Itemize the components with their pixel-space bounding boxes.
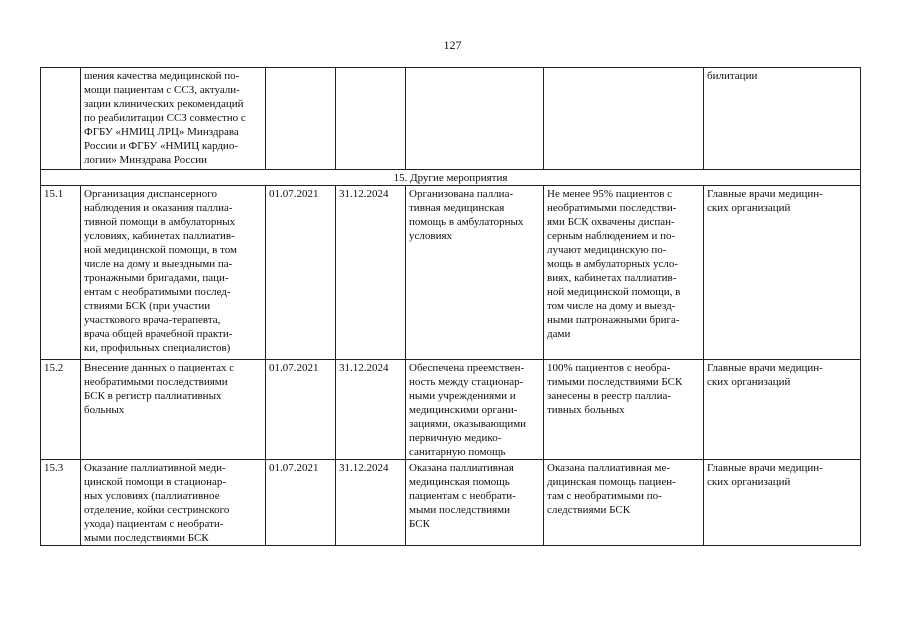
- text-line: ки, профильных специалистов): [84, 342, 231, 354]
- text-line: дами: [547, 328, 571, 340]
- cell-action: [81, 186, 266, 360]
- text-line: том числе на дому и выезд-: [547, 300, 676, 312]
- text-line: необратимыми последствиями: [84, 376, 228, 388]
- text-line: ухода) пациентам с необрати-: [84, 518, 224, 530]
- text-line: числе на дому и выездными па-: [84, 258, 233, 270]
- row-number: 15.1: [41, 186, 81, 360]
- table-row: [41, 186, 861, 360]
- cell-end-date: 31.12.2024: [336, 360, 406, 460]
- text-line: России и ФГБУ «НМИЦ кардио-: [84, 140, 238, 152]
- section-title: 15. Другие мероприятия: [41, 170, 861, 186]
- text-line: медицинская помощь: [409, 476, 510, 488]
- cell-responsible: [704, 360, 861, 460]
- text-line: ских организаций: [707, 376, 791, 388]
- text-line: Не менее 95% пациентов с: [547, 188, 673, 200]
- text-line: наблюдения и оказания паллиа-: [84, 202, 233, 214]
- cell-end-date: 31.12.2024: [336, 460, 406, 546]
- text-line: там с необратимыми по-: [547, 490, 662, 502]
- text-line: ность между стационар-: [409, 376, 524, 388]
- text-line: ских организаций: [707, 202, 791, 214]
- row-number: 15.3: [41, 460, 81, 546]
- text-line: ФГБУ «НМИЦ ЛРЦ» Минздрава: [84, 126, 239, 138]
- text-line: Организована паллиа-: [409, 188, 514, 200]
- text-line: условиях: [409, 230, 453, 242]
- text-line: дицинская помощь пациен-: [547, 476, 676, 488]
- text-line: ствиями БСК (при участии: [84, 300, 211, 312]
- text-line: виях, кабинетах паллиатив-: [547, 272, 677, 284]
- section-header-row: [41, 170, 861, 186]
- cell-end: [336, 68, 406, 170]
- text-line: тимыми последствиями БСК: [547, 376, 683, 388]
- text-line: Оказание паллиативной меди-: [84, 462, 226, 474]
- cell-action: [81, 360, 266, 460]
- text-line: зации клинических рекомендаций: [84, 98, 244, 110]
- text-line: Главные врачи медицин-: [707, 188, 823, 200]
- text-line: ями БСК охвачены диспан-: [547, 216, 675, 228]
- cell-start-date: 01.07.2021: [266, 360, 336, 460]
- text-line: врача общей врачебной практи-: [84, 328, 233, 340]
- cell-action: [81, 460, 266, 546]
- page-number: 127: [443, 38, 462, 52]
- text-line: 100% пациентов с необра-: [547, 362, 671, 374]
- text-line: ными патронажными брига-: [547, 314, 680, 326]
- cell-end-date: 31.12.2024: [336, 186, 406, 360]
- text-line: необратимыми последстви-: [547, 202, 677, 214]
- text-line: мыми последствиями: [409, 504, 510, 516]
- text-line: Главные врачи медицин-: [707, 362, 823, 374]
- cell-indicator: [544, 68, 704, 170]
- text-line: ских организаций: [707, 476, 791, 488]
- text-line: пациентам с необрати-: [409, 490, 516, 502]
- text-line: зациями, оказывающими: [409, 418, 527, 430]
- text-line: Внесение данных о пациентах с: [84, 362, 235, 374]
- table-row: [41, 360, 861, 460]
- text-line: мощи пациентам с ССЗ, актуали-: [84, 84, 240, 96]
- cell-indicator: [544, 460, 704, 546]
- cell-result: [406, 186, 544, 360]
- text-line: помощь в амбулаторных: [409, 216, 524, 228]
- text-line: тивной помощи в амбулаторных: [84, 216, 236, 228]
- cell-result: [406, 360, 544, 460]
- cell-action: [81, 68, 266, 170]
- cell-responsible: [704, 460, 861, 546]
- text-line: тивных больных: [547, 404, 625, 416]
- cell-responsible: [704, 186, 861, 360]
- cell-indicator: [544, 360, 704, 460]
- text-line: по реабилитации ССЗ совместно с: [84, 112, 246, 124]
- text-line: серным наблюдением и по-: [547, 230, 676, 242]
- text-line: ных условиях (паллиативное: [84, 490, 220, 502]
- text-line: тронажными бригадами, паци-: [84, 272, 229, 284]
- cell-num: [41, 68, 81, 170]
- text-line: следствиями БСК: [547, 504, 631, 516]
- text-line: занесены в реестр паллиа-: [547, 390, 672, 402]
- text-line: Главные врачи медицин-: [707, 462, 823, 474]
- text-line: ной медицинской помощи, в том: [84, 244, 238, 256]
- cell-indicator: [544, 186, 704, 360]
- text-line: лучают медицинскую по-: [547, 244, 667, 256]
- cell-result: [406, 460, 544, 546]
- text-line: ной медицинской помощи, в: [547, 286, 681, 298]
- text-line: логии» Минздрава России: [84, 154, 208, 166]
- text-line: мощь в амбулаторных усло-: [547, 258, 678, 270]
- table-row: [41, 460, 861, 546]
- cell-start: [266, 68, 336, 170]
- text-line: БСК: [409, 518, 430, 530]
- text-line: Организация диспансерного: [84, 188, 217, 200]
- text-line: медицинскими органи-: [409, 404, 518, 416]
- text-line: ными учреждениями и: [409, 390, 516, 402]
- text-line: шения качества медицинской по-: [84, 70, 240, 82]
- text-line: участкового врача-терапевта,: [84, 314, 221, 326]
- text-line: мыми последствиями БСК: [84, 532, 209, 544]
- measures-table: [40, 67, 861, 546]
- text-line: ентам с необратимыми послед-: [84, 286, 231, 298]
- text-line: первичную медико-: [409, 432, 502, 444]
- text-line: билитации: [707, 70, 758, 82]
- row-number: 15.2: [41, 360, 81, 460]
- text-line: отделение, койки сестринского: [84, 504, 230, 516]
- text-line: санитарную помощь: [409, 446, 506, 458]
- text-line: Оказана паллиативная ме-: [547, 462, 671, 474]
- text-line: тивная медицинская: [409, 202, 505, 214]
- text-line: условиях, кабинетах паллиатив-: [84, 230, 235, 242]
- cell-responsible: [704, 68, 861, 170]
- text-line: цинской помощи в стационар-: [84, 476, 227, 488]
- cell-start-date: 01.07.2021: [266, 460, 336, 546]
- cell-result: [406, 68, 544, 170]
- text-line: БСК в регистр паллиативных: [84, 390, 222, 402]
- text-line: Оказана паллиативная: [409, 462, 514, 474]
- continuation-row: [41, 68, 861, 170]
- cell-start-date: 01.07.2021: [266, 186, 336, 360]
- text-line: Обеспечена преемствен-: [409, 362, 525, 374]
- text-line: больных: [84, 404, 125, 416]
